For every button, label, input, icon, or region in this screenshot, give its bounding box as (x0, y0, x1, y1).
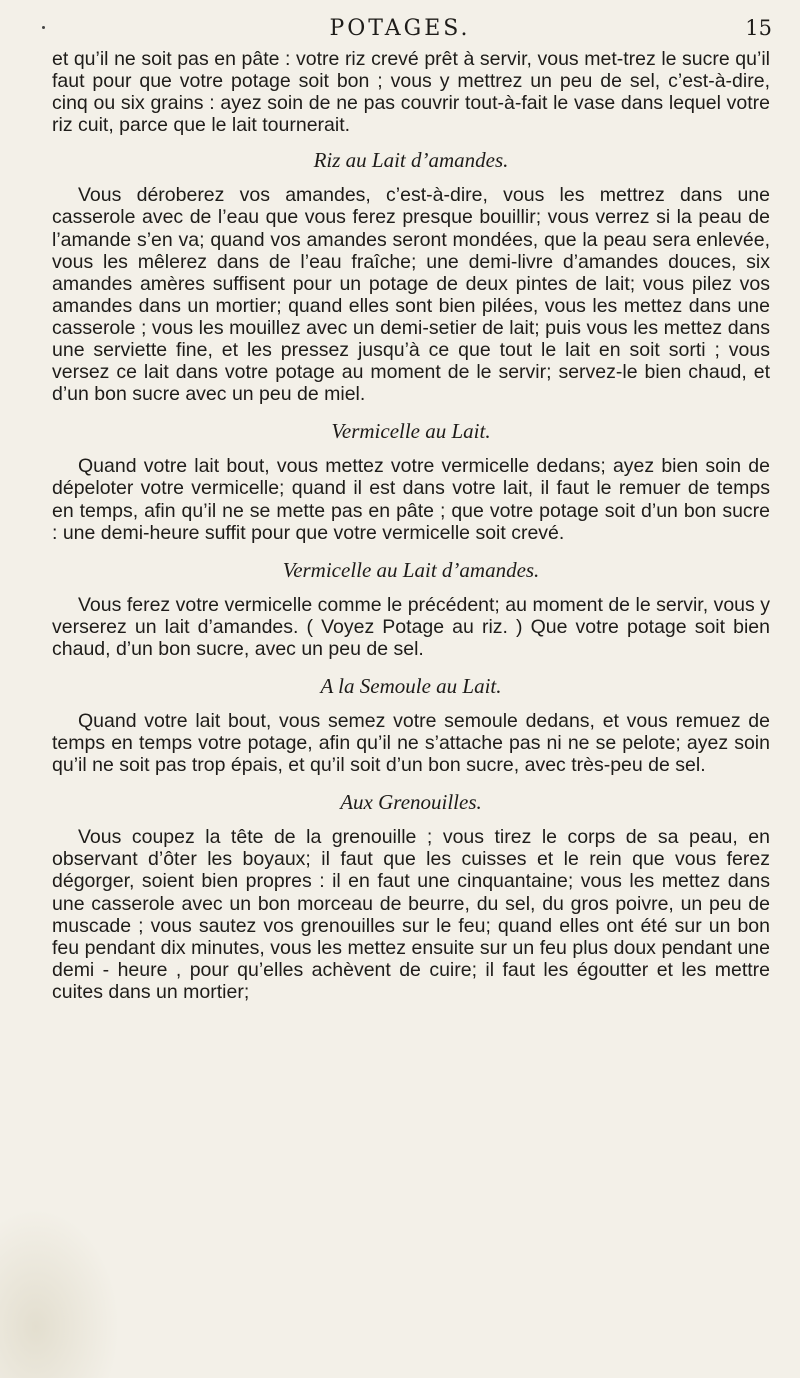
section-heading-vermicelle-au-lait: Vermicelle au Lait. (331, 419, 491, 444)
page-header (0, 8, 800, 48)
paragraph-vermicelle-au-lait-damandes: Vous ferez votre vermicelle comme le précédent; au moment de le servir, vous y verserez un lait d’amandes. ( Voyez Potage au riz. ) Que votre potage soit bien chaud, d’un bon sucre, avec un peu de sel. (52, 593, 770, 660)
paragraph-continued: et qu’il ne soit pas en pâte : votre riz crevé prêt à servir, vous met-trez le sucre qu’il faut pour que votre potage soit bon ; vous y mettrez un peu de sel, c’est-à-dire, cinq ou six grains : ayez soin de ne pas couvrir tout-à-fait le vase dans lequel votre riz cuit, parce que le lait tournerait. (52, 48, 770, 137)
page-number: 15 (745, 16, 772, 40)
paragraph-semoule-au-lait: Quand votre lait bout, vous semez votre semoule dedans, et vous remuez de temps en temps votre potage, afin qu’il ne s’attache pas ni ne se pelote; ayez soin qu’il ne soit pas trop épais, et qu’il soit d’un bon sucre, avec très-peu de sel. (52, 709, 770, 777)
paragraph-riz-au-lait-damandes: Vous déroberez vos amandes, c’est-à-dire, vous les mettrez dans une casserole avec de l’eau que vous ferez presque bouillir; vous verrez si la peau de l’amande s’en va; quand vos amandes seront mondées, que la peau sera enlevée, vous les mêlerez dans de l’eau fraîche; une demi-livre d’amandes douces, six amandes amères suffisent pour un potage de deux pintes de lait; vous pilez vos amandes dans un mortier; quand elles sont bien pilées, vous les mettez dans une casserole ; vous les mouillez avec un demi-setier de lait; puis vous les mettez dans une serviette fine, et les pressez jusqu’à ce que tout le lait en soit sorti ; vous versez ce lait dans votre potage au moment de le servir; servez-le bien chaud, et d’un bon sucre avec un peu de miel. (52, 184, 770, 406)
section-heading-vermicelle-au-lait-damandes: Vermicelle au Lait d’amandes. (282, 557, 540, 582)
paragraph-vermicelle-au-lait: Quand votre lait bout, vous mettez votre vermicelle dedans; ayez bien soin de dépeloter votre vermicelle; quand il est dans votre lait, il faut le remuer de temps en temps, afin qu’il ne se mette pas en pâte ; que votre potage soit d’un bon sucre : une demi-heure suffit pour que votre vermicelle soit crevé. (52, 455, 770, 544)
section-heading-semoule-au-lait: A la Semoule au Lait. (320, 673, 502, 698)
paper-stain (0, 1208, 120, 1378)
section-heading-aux-grenouilles: Aux Grenouilles. (340, 790, 482, 815)
section-heading-riz-au-lait-damandes: Riz au Lait d’amandes. (313, 148, 509, 173)
paragraph-aux-grenouilles: Vous coupez la tête de la grenouille ; vous tirez le corps de sa peau, en observant d’ôter les boyaux; il faut que les cuisses et le rein que vous ferez dégorger, soient bien propres : il en faut une cinquantaine; vous les mettez dans une casserole avec un bon morceau de beurre, du sel, du gros poivre, un peu de muscade ; vous sautez vos grenouilles sur le feu; quand elles ont été sur un bon feu pendant dix minutes, vous les mettez ensuite sur un feu plus doux pendant une demi - heure , pour qu’elles achèvent de cuire; il faut les égoutter et les mettre cuites dans un mortier; (52, 826, 770, 1003)
body-text (52, 48, 770, 1003)
running-title: POTAGES. (329, 16, 471, 41)
